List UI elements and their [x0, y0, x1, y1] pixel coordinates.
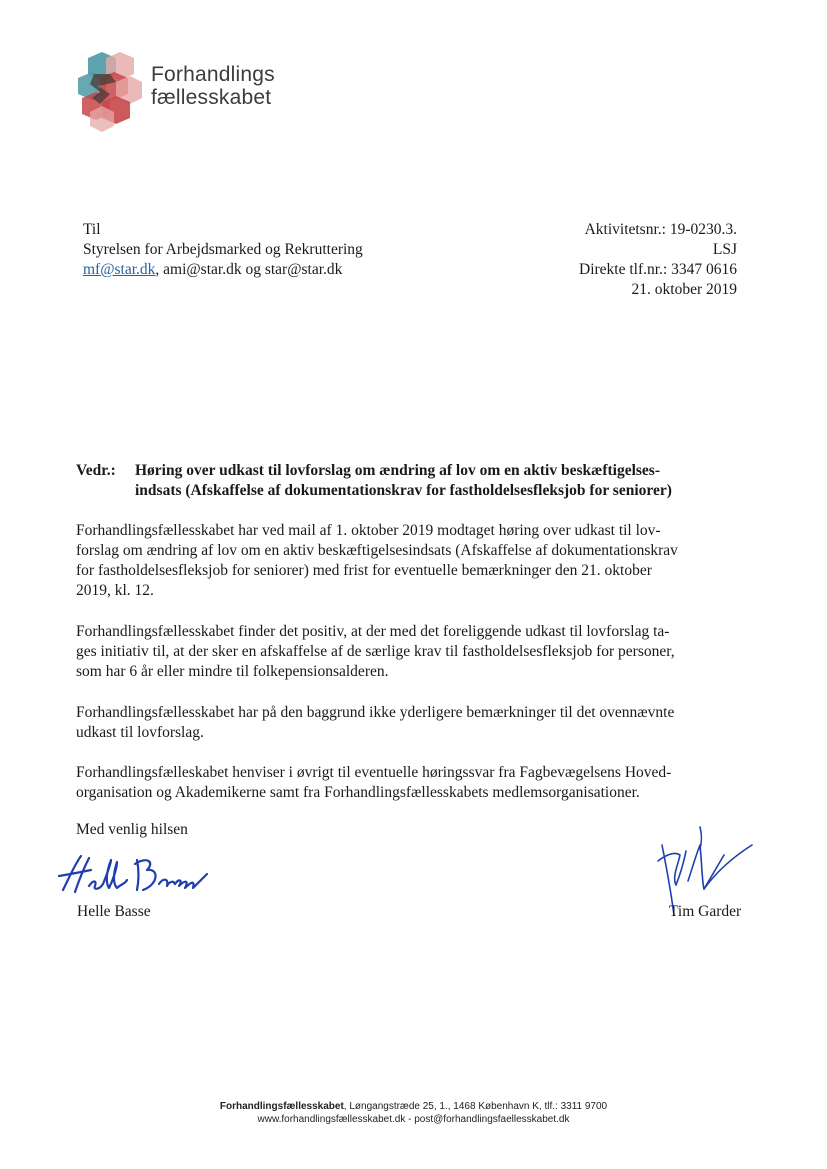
body-paragraph-4	[76, 763, 756, 803]
subject-line-2: indsats (Afskaffelse af dokumentationskrav for fastholdelsesfleksjob for seniorer)	[135, 482, 672, 499]
recipient-to-label: Til	[83, 221, 101, 238]
recipient-block	[83, 220, 363, 280]
subject-label: Vedr.:	[76, 462, 116, 479]
footer-address-line	[0, 1100, 827, 1113]
footer-organization: Forhandlingsfællesskabet	[219, 1101, 344, 1112]
recipient-email-link[interactable]: mf@star.dk	[83, 261, 156, 278]
paragraph-line: som har 6 år eller mindre til folkepensionsalderen.	[76, 663, 389, 680]
letter-date: 21. oktober 2019	[631, 281, 737, 298]
organization-logo-text	[151, 63, 275, 109]
body-paragraph-3	[76, 703, 756, 743]
footer-address: , Løngangstræde 25, 1., 1468 København K, tlf.: 3311 9700	[343, 1101, 608, 1112]
paragraph-line: 2019, kl. 12.	[76, 582, 154, 599]
reference-block	[579, 220, 737, 300]
body-paragraph-1	[76, 521, 756, 601]
footer-web-line: www.forhandlingsfællesskabet.dk - post@forhandlingsfaellesskabet.dk	[257, 1114, 570, 1125]
body-paragraph-2	[76, 622, 756, 682]
paragraph-line: Forhandlingsfællesskabet finder det positiv, at der med det foreliggende udkast til lovforslag ta-	[76, 623, 670, 640]
subject-text	[135, 461, 756, 501]
closing-greeting: Med venlig hilsen	[76, 821, 188, 838]
paragraph-line: Forhandlingsfælleskabet henviser i øvrigt til eventuelle høringssvar fra Fagbevægelsens Hoved-	[76, 764, 672, 781]
paragraph-line: organisation og Akademikerne samt fra Forhandlingsfællesskabets medlemsorganisationer.	[76, 784, 640, 801]
logo-line-1: Forhandlings	[151, 63, 275, 86]
paragraph-line: ges initiativ til, at der sker en afskaffelse af de særlige krav til fastholdelsesfleksjob for personer,	[76, 643, 675, 660]
activity-number: Aktivitetsnr.: 19-0230.3.	[584, 221, 737, 238]
recipient-email-rest: , ami@star.dk og star@star.dk	[155, 261, 343, 278]
signatory-name-left: Helle Basse	[77, 903, 151, 920]
initials: LSJ	[712, 241, 737, 258]
recipient-emails	[83, 260, 363, 280]
handwritten-signature-left	[55, 850, 215, 902]
paragraph-line: for fastholdelsesfleksjob for seniorer) med frist for eventuelle bemærkninger den 21. oktober	[76, 562, 652, 579]
direct-phone: Direkte tlf.nr.: 3347 0616	[579, 261, 737, 278]
recipient-organization: Styrelsen for Arbejdsmarked og Rekruttering	[83, 241, 363, 258]
logo-line-2: fællesskabet	[151, 86, 272, 109]
organization-logo-icon	[76, 52, 142, 132]
paragraph-line: Forhandlingsfællesskabet har ved mail af 1. oktober 2019 modtaget høring over udkast til lov-	[76, 522, 661, 539]
paragraph-line: udkast til lovforslag.	[76, 724, 204, 741]
paragraph-line: Forhandlingsfællesskabet har på den baggrund ikke yderligere bemærkninger til det ovennævnte	[76, 704, 675, 721]
subject-line-1: Høring over udkast til lovforslag om ændring af lov om en aktiv beskæftigelses-	[135, 462, 660, 479]
letter-footer	[0, 1100, 827, 1126]
signatory-name-right: Tim Garder	[669, 903, 742, 920]
subject-block	[76, 461, 756, 501]
paragraph-line: forslag om ændring af lov om en aktiv beskæftigelsesindsats (Afskaffelse af dokumentationskrav	[76, 542, 678, 559]
